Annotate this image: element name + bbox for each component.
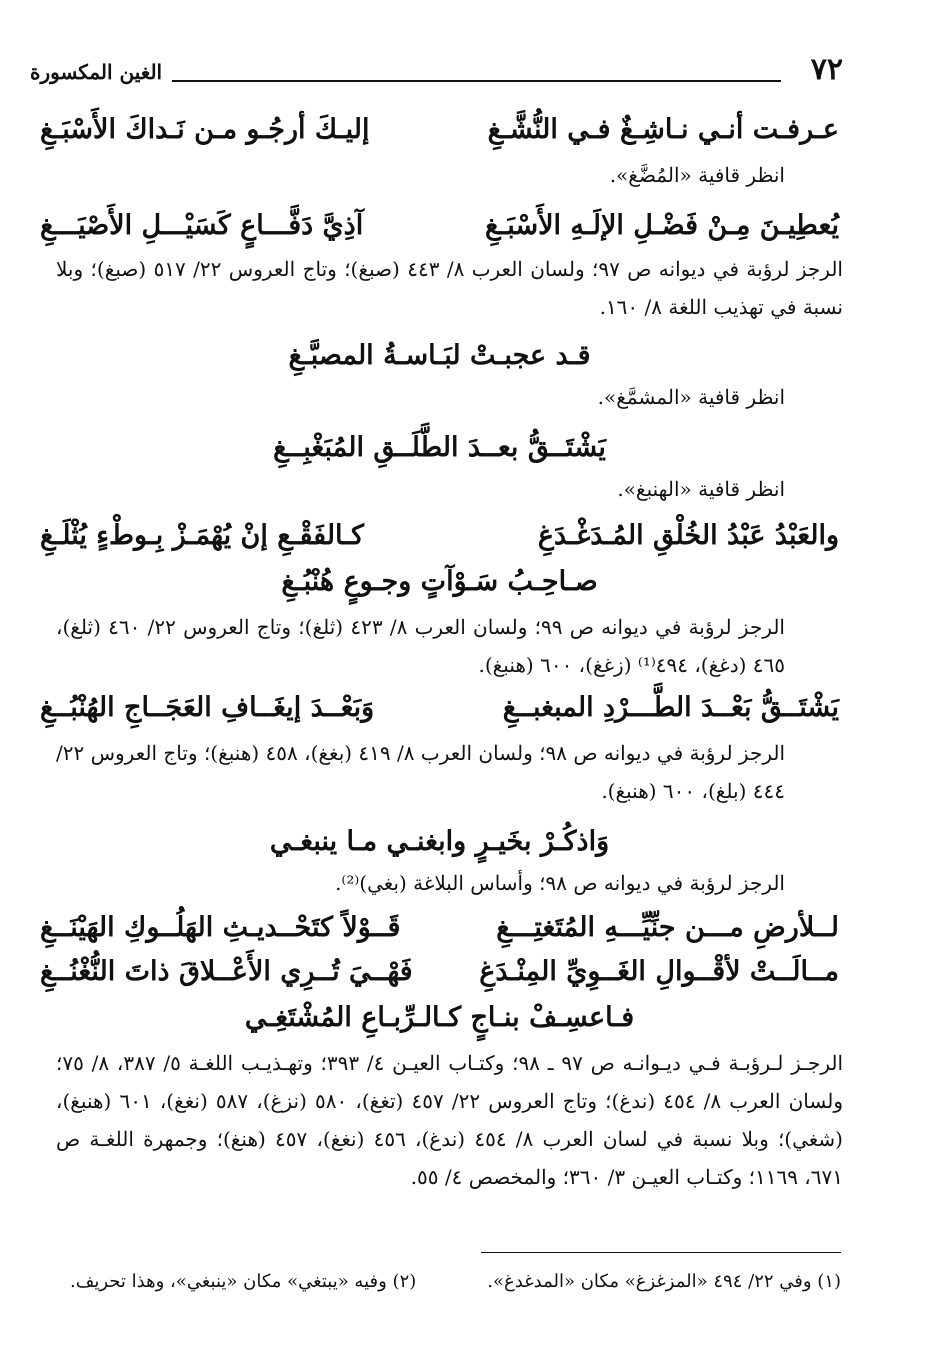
source-note-10: الرجـز لـرؤبـة فـي ديـوانـه ص ٩٧ ـ ٩٨؛ وكتـاب العيـن ٤/ ٣٩٣؛ وتهـذيـب اللغـة ٥/ ٣٨٧، ٨/ ٧٥؛ ولسان العرب ٨/ ٤٥٤ (ندغ)؛ وتاج العروس ٢٢/ ٤٥٧ (تغغ)، ٥٨٠ (نزغ)، ٥٨٧ (نغغ)، ٦٠١ (هنبغ)، (شغي)؛ وبلا نسبة في لسان العرب ٨/ ٤٥٤ (ندغ)، ٤٥٦ (نغغ)، ٤٥٧ (هنغ)؛ وجمهرة اللغـة ص ٦٧١، ١١٦٩؛ وكتـاب العيـن ٣/ ٣٦٠؛ والمخصص ٤/ ٥٥.	[56, 1051, 844, 1189]
verse-6-second-hemistich: وَبَعْــدَ إيغَــافِ العَجَــاجِ الهُنْبُــغِ	[40, 692, 375, 723]
verse-6	[40, 688, 839, 728]
verse-9	[40, 952, 839, 992]
verse-1-second-hemistich: إليـكَ أرجُـو مـن نَـداكَ الأَسْبَـغِ	[40, 114, 370, 145]
verse-5-first-hemistich: والعَبْدُ عَبْدُ الخُلْقِ المُـدَغْـدَغِ	[537, 520, 839, 551]
header-rule	[172, 80, 781, 82]
verse-5-continuation-text: صـاحِـبُ سَـوْآتٍ وجـوعٍ هُنْبُـغِ	[281, 566, 598, 597]
source-note-5: الرجز لرؤبة في ديوانه ص ٩٩؛ ولسان العرب ٨/ ٤٢٣ (ثلغ)؛ وتاج العروس ٢٢/ ٤٦٠ (ثلغ)، ٤٦٥ (دغغ)، ٤٩٤⁽¹⁾ (زغغ)، ٦٠٠ (هنبغ).	[56, 615, 785, 677]
verse-2	[40, 206, 839, 246]
reference-1: انظر قافية «المُضَّغ».	[609, 163, 785, 187]
verse-9-second-hemistich: فَهْــيَ تُــرِي الأَعْــلاقَ ذاتَ النُّغْنُــغِ	[40, 956, 413, 987]
verse-8-first-hemistich: لــلأرضِ مـــن جنِّيِّـــهِ المُتَغتِـــغِ	[496, 912, 839, 943]
verse-3-text: قـد عجبـتْ لبَـاسـةُ المصبَّـغِ	[288, 340, 591, 371]
source-note-2: الرجز لرؤبة في ديوانه ص ٩٧؛ ولسان العرب ٨/ ٤٤٣ (صبغ)؛ وتاج العروس ٢٢/ ٥١٧ (صبغ)؛ وبلا نسبة في تهذيب اللغة ٨/ ١٦٠.	[56, 257, 843, 319]
verse-3	[40, 336, 839, 376]
reference-4: انظر قافية «الهنبغ».	[617, 477, 785, 501]
verse-5-second-hemistich: كـالفَقْـعِ إنْ يُهْمَـزْ بِـوطْءٍ يُثْلَـغِ	[40, 520, 365, 551]
page-number: ٧٢	[810, 52, 843, 87]
verse-5-continuation	[40, 562, 839, 602]
footnote-1: (١) وفي ٢٢/ ٤٩٤ «المزغزغ» مكان «المدغدغ».	[487, 1271, 841, 1292]
verse-2-second-hemistich: آذِيَّ دَفَّـــاعٍ كَسَيْـــلِ الأَصْيَـــغِ	[40, 210, 364, 241]
source-note-6: الرجز لرؤبة في ديوانه ص ٩٨؛ ولسان العرب ٨/ ٤١٩ (بغغ)، ٤٥٨ (هنبغ)؛ وتاج العروس ٢٢/ ٤٤٤ (بلغ)، ٦٠٠ (هنبغ).	[56, 741, 786, 803]
verse-10	[40, 998, 839, 1038]
verse-8	[40, 908, 839, 948]
verse-1	[40, 110, 839, 150]
verse-10-text: فـاعسِـفْ بنـاجٍ كـالـرِّبـاعِ المُشْتَغِـي	[244, 1002, 635, 1033]
verse-1-first-hemistich: عـرفـت أنـي نـاشِـغٌ فـي النُّشَّـغِ	[487, 114, 839, 145]
verse-9-first-hemistich: مــالَــتْ لأقْــوالِ الغَــوِيِّ المِنْـدَغِ	[479, 956, 839, 987]
reference-3: انظر قافية «المشمَّغ».	[597, 385, 785, 409]
reference-7: الرجز لرؤبة في ديوانه ص ٩٨؛ وأساس البلاغة (بغي)⁽²⁾.	[335, 871, 785, 895]
footnote-separator	[481, 1252, 841, 1253]
verse-5	[40, 516, 839, 556]
footnote-2: (٢) وفيه «يبتغي» مكان «ينبغي»، وهذا تحريف.	[70, 1271, 417, 1292]
verse-6-first-hemistich: يَشْتَــقُّ بَعْــدَ الطَّـــرْدِ المبغبــغِ	[502, 692, 839, 723]
section-title: الغين المكسورة	[30, 60, 163, 84]
verse-8-second-hemistich: قَــوْلاً كتَحْــديـثِ الهَلُــوكِ الهَيْنَــغِ	[40, 912, 401, 943]
verse-4-text: يَشْتَــقُّ بعــدَ الطَّلَــقِ المُبَغْبِــغِ	[273, 432, 606, 463]
verse-7	[40, 822, 839, 862]
verse-4	[40, 428, 839, 468]
verse-2-first-hemistich: يُعطِيـنَ مِـنْ فَضْـلِ الإلَـهِ الأَسْبَـغِ	[485, 210, 839, 241]
verse-7-text: وَاذكُـرْ بخَيـرٍ وابغنـي مـا ينبغـي	[269, 826, 610, 857]
